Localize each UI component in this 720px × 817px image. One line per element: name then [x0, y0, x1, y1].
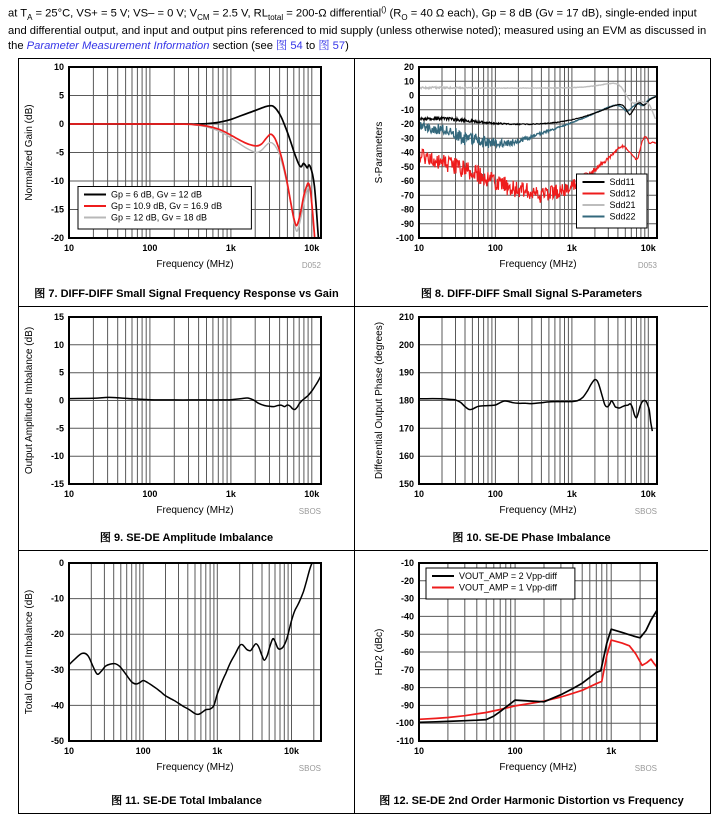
- chart-diff-diff-frequency-response: [19, 59, 354, 280]
- watermark-text: D052: [301, 260, 321, 270]
- y-tick-label: -30: [50, 664, 64, 675]
- x-tick-label: 10: [63, 488, 75, 499]
- x-tick-label: 1k: [225, 488, 236, 499]
- conditions-text-segment: section (see: [209, 39, 277, 52]
- y-tick-label: -10: [50, 450, 64, 461]
- y-axis-label: HD2 (dBc): [374, 628, 385, 676]
- x-tick-label: 1k: [212, 745, 223, 756]
- y-tick-label: 5: [58, 367, 64, 378]
- legend-label: VOUT_AMP = 2 Vpp-diff: [459, 570, 557, 581]
- watermark-text: SBOS: [634, 763, 657, 773]
- figure-cell-11: [19, 551, 355, 813]
- conditions-text-segment: (R: [386, 7, 402, 20]
- y-tick-label: -90: [400, 218, 414, 229]
- y-tick-label: -70: [400, 189, 414, 200]
- y-tick-label: 15: [53, 311, 64, 322]
- figure-caption: 图 8. DIFF-DIFF Small Signal S-Parameters: [420, 287, 643, 300]
- y-tick-label: -20: [50, 232, 64, 243]
- y-tick-label: 200: [398, 339, 414, 350]
- x-tick-label: 100: [487, 488, 503, 499]
- legend: [577, 174, 648, 228]
- x-axis-label: Frequency (MHz): [156, 504, 234, 516]
- x-tick-label: 100: [487, 242, 503, 253]
- legend: [426, 568, 575, 599]
- conditions-text-segment: A: [27, 12, 33, 22]
- y-tick-label: -20: [400, 575, 414, 586]
- y-tick-label: 10: [53, 339, 64, 350]
- x-tick-label: 1k: [225, 242, 236, 253]
- x-tick-label: 1k: [566, 242, 577, 253]
- legend-label: Sdd22: [609, 211, 636, 222]
- conditions-text-segment: = 2.5 V, RL: [209, 7, 268, 20]
- y-tick-label: -5: [55, 422, 64, 433]
- y-tick-label: 10: [53, 61, 64, 72]
- figure-caption: 图 7. DIFF-DIFF Small Signal Frequency Response vs Gain: [34, 287, 339, 300]
- legend-label: Sdd21: [609, 199, 636, 210]
- conditions-text-segment: total: [267, 12, 284, 22]
- y-tick-label: -50: [400, 628, 414, 639]
- y-tick-label: -10: [50, 175, 64, 186]
- x-tick-label: 1k: [606, 745, 617, 756]
- y-tick-label: 150: [398, 478, 414, 489]
- figure-cell-12: [355, 551, 708, 813]
- x-axis-label: Frequency (MHz): [156, 258, 234, 270]
- y-tick-label: -5: [55, 147, 64, 158]
- chart-s-parameters: [355, 59, 708, 280]
- y-tick-label: -80: [400, 682, 414, 693]
- x-tick-label: 10k: [640, 242, 656, 253]
- watermark-text: SBOS: [298, 506, 321, 516]
- y-tick-label: -100: [395, 717, 414, 728]
- y-tick-label: -50: [50, 735, 64, 746]
- y-tick-label: 10: [403, 75, 414, 86]
- legend-label: Gp = 6 dB, Gv = 12 dB: [111, 189, 203, 200]
- x-axis-label: Frequency (MHz): [499, 258, 577, 270]
- y-tick-label: -40: [400, 611, 414, 622]
- conditions-text-segment: = 40 Ω each), Gp = 8 dB (Gv = 17 dB), single-ended input and differential output, and input and output pins referenced to mid supply (unless otherwise noted); measured using an EVM as discussed in the: [8, 7, 707, 52]
- y-tick-label: -60: [400, 175, 414, 186]
- conditions-text-segment: (): [381, 5, 387, 14]
- figure-cell-8: [355, 59, 708, 307]
- x-tick-label: 100: [142, 242, 158, 253]
- watermark-text: SBOS: [298, 763, 321, 773]
- series-sdd11: [419, 96, 656, 124]
- y-tick-label: -40: [50, 700, 64, 711]
- y-axis-label: S-Parameters: [374, 121, 385, 184]
- figure-caption: 图 11. SE-DE Total Imbalance: [111, 794, 262, 807]
- series-amplitude-imbalance: [69, 376, 321, 409]
- y-tick-label: -10: [400, 557, 414, 568]
- x-tick-label: 10: [63, 745, 75, 756]
- x-axis-label: Frequency (MHz): [499, 504, 577, 516]
- y-tick-label: 5: [58, 90, 64, 101]
- legend-label: Gp = 10.9 dB, Gv = 16.9 dB: [111, 200, 223, 211]
- y-tick-label: -40: [400, 147, 414, 158]
- conditions-text-segment: O: [401, 12, 408, 22]
- y-tick-label: -15: [50, 478, 64, 489]
- x-tick-label: 10: [413, 488, 425, 499]
- conditions-text-segment: to: [302, 39, 319, 52]
- figure-caption: 图 10. SE-DE Phase Imbalance: [452, 531, 611, 544]
- x-tick-label: 10k: [304, 488, 320, 499]
- x-tick-label: 10: [63, 242, 75, 253]
- y-tick-label: -10: [400, 104, 414, 115]
- figure-caption: 图 12. SE-DE 2nd Order Harmonic Distortion vs Frequency: [379, 794, 684, 807]
- y-tick-label: -90: [400, 700, 414, 711]
- series-differential-output-phase: [419, 379, 652, 431]
- series-sdd21: [419, 83, 655, 119]
- chart-amplitude-imbalance: [19, 307, 354, 524]
- y-tick-label: 0: [58, 395, 64, 406]
- chart-hd2-distortion: [355, 551, 708, 787]
- conditions-text-segment: ): [345, 39, 349, 52]
- x-tick-label: 10k: [640, 488, 656, 499]
- legend-label: Gp = 12 dB, Gv = 18 dB: [111, 212, 208, 223]
- chart-phase-imbalance: [355, 307, 708, 524]
- parameter-measurement-link[interactable]: Parameter Measurement Information: [26, 39, 210, 52]
- figure-grid: [18, 58, 711, 814]
- y-axis-label: Differential Output Phase (degrees): [374, 321, 385, 479]
- legend-label: Sdd12: [609, 188, 636, 199]
- figure-ref-link[interactable]: 图 57: [318, 39, 346, 52]
- y-tick-label: 170: [398, 422, 414, 433]
- chart-total-imbalance: [19, 551, 354, 787]
- y-tick-label: 0: [58, 557, 64, 568]
- figure-ref-link[interactable]: 图 54: [276, 39, 303, 52]
- y-tick-label: 210: [398, 311, 414, 322]
- conditions-text-segment: CM: [197, 12, 210, 22]
- x-tick-label: 10k: [283, 745, 300, 756]
- figure-cell-10: [355, 307, 708, 551]
- x-tick-label: 10k: [304, 242, 320, 253]
- figure-cell-9: [19, 307, 355, 551]
- watermark-text: SBOS: [634, 506, 657, 516]
- x-axis-label: Frequency (MHz): [156, 761, 234, 773]
- y-tick-label: 180: [398, 395, 414, 406]
- legend: [78, 186, 251, 229]
- y-tick-label: -30: [400, 593, 414, 604]
- figure-cell-7: [19, 59, 355, 307]
- y-tick-label: -30: [400, 132, 414, 143]
- watermark-text: D053: [637, 260, 657, 270]
- conditions-text-segment: at T: [8, 7, 28, 20]
- legend-label: Sdd11: [609, 176, 635, 187]
- y-tick-label: 0: [408, 90, 414, 101]
- y-tick-label: -10: [50, 593, 64, 604]
- x-tick-label: 1k: [566, 488, 577, 499]
- x-axis-label: Frequency (MHz): [499, 761, 577, 773]
- y-tick-label: 190: [398, 367, 414, 378]
- y-tick-label: -15: [50, 204, 64, 215]
- x-tick-label: 100: [142, 488, 158, 499]
- figure-caption: 图 9. SE-DE Amplitude Imbalance: [99, 531, 274, 544]
- y-tick-label: 20: [403, 61, 414, 72]
- y-tick-label: -60: [400, 646, 414, 657]
- y-tick-label: -80: [400, 204, 414, 215]
- y-axis-label: Total Output Imbalance (dB): [24, 589, 35, 714]
- conditions-text-segment: = 25°C, VS+ = 5 V; VS– = 0 V; V: [32, 7, 198, 20]
- conditions-text-segment: = 200-Ω differential: [283, 7, 382, 20]
- y-tick-label: 0: [58, 118, 64, 129]
- y-tick-label: -20: [50, 628, 64, 639]
- x-tick-label: 10: [413, 242, 425, 253]
- y-tick-label: -100: [395, 232, 414, 243]
- y-axis-label: Normalized Gain (dB): [24, 104, 35, 201]
- x-tick-label: 10: [413, 745, 425, 756]
- y-tick-label: -70: [400, 664, 414, 675]
- y-tick-label: -110: [396, 735, 414, 746]
- y-axis-label: Output Amplitude Imbalance (dB): [24, 326, 35, 474]
- series-sdd22: [419, 96, 656, 148]
- y-tick-label: -50: [400, 161, 414, 172]
- x-tick-label: 100: [507, 745, 523, 756]
- y-tick-label: 160: [398, 450, 414, 461]
- test-conditions-text: [0, 0, 720, 58]
- x-tick-label: 100: [135, 745, 151, 756]
- legend-label: VOUT_AMP = 1 Vpp-diff: [459, 582, 557, 593]
- series-total-output-imbalance: [69, 562, 315, 714]
- y-tick-label: -20: [400, 118, 414, 129]
